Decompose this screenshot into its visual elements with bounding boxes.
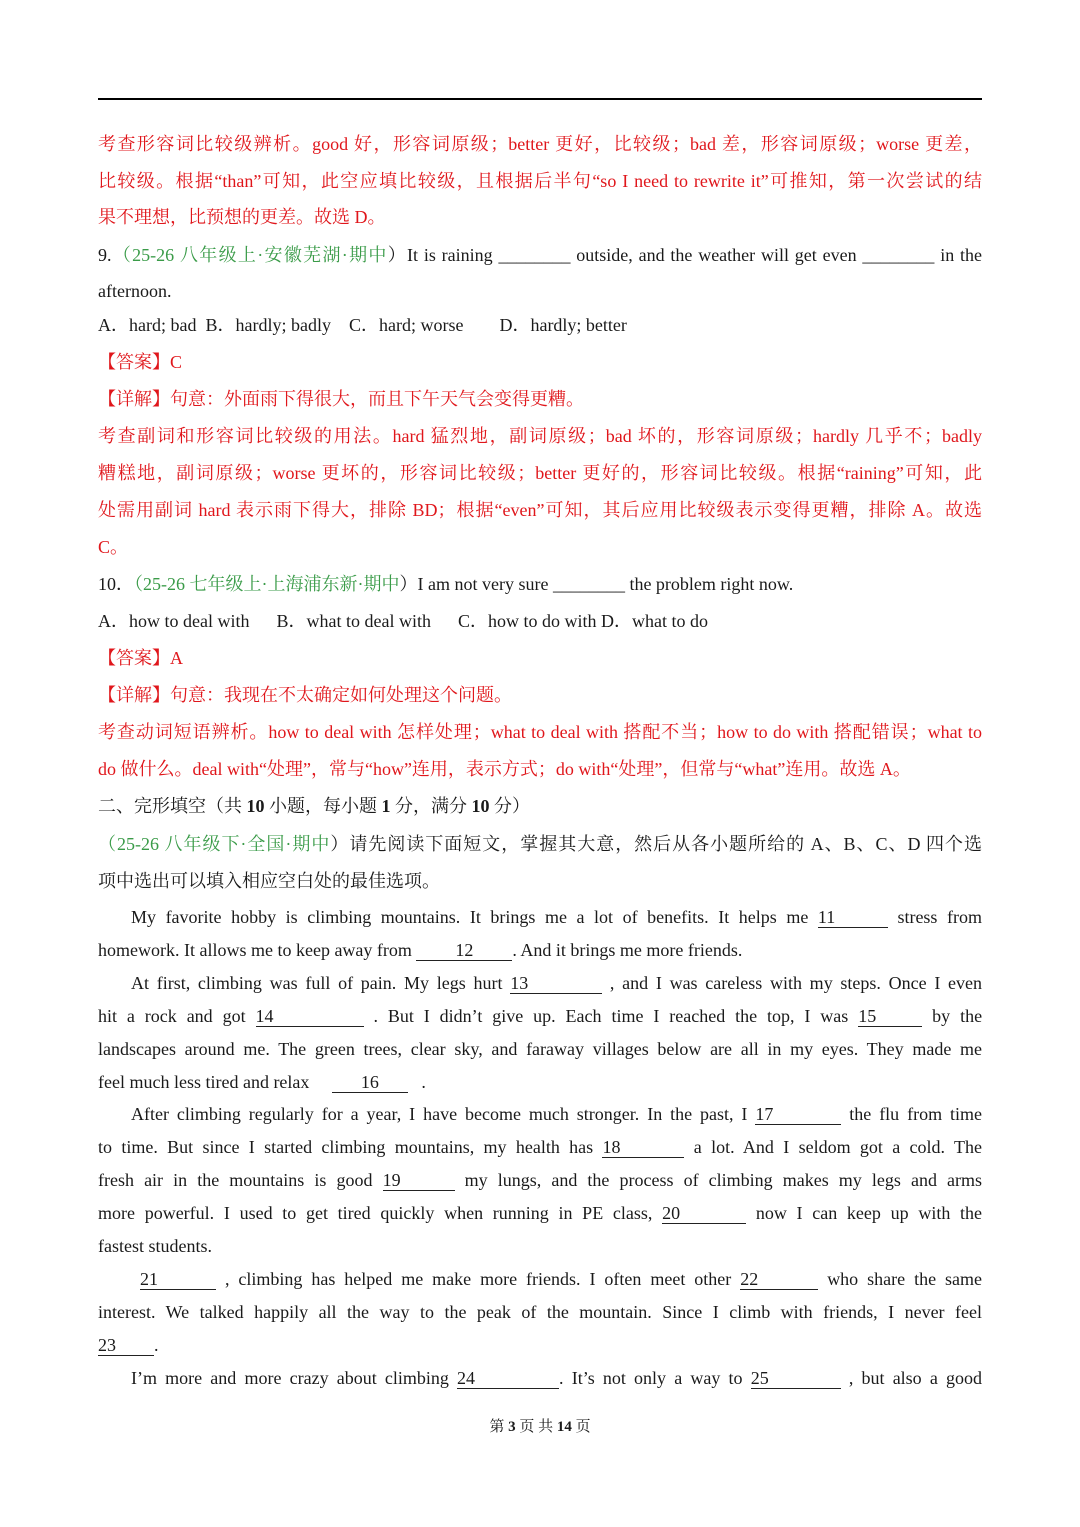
blank-24: 24 <box>457 1368 559 1389</box>
q10-options <box>98 609 982 633</box>
q10-explanation-line-2: do 做什么。deal with“处理”，常与“how”连用，表示方式；do with“处理”，但常与“what”连用。故选 A。 <box>98 759 911 779</box>
blank-21: 21 <box>140 1269 216 1290</box>
blank-19: 19 <box>383 1170 455 1191</box>
passage-text: to time. But since I started climbing mountains, my health has <box>98 1137 594 1157</box>
passage-line-13: interest. We talked happily all the way to the peak of the mountain. Since I climb with friends, I never feel <box>98 1302 982 1322</box>
q9-explanation-line-2: 糟糕地，副词原级；worse 更坏的，形容词比较级；better 更好的，形容词比较级。根据“raining”可知，此 <box>98 463 982 483</box>
passage-line-5: landscapes around me. The green trees, clear sky, and faraway villages below are all in my eyes. They made me <box>98 1039 982 1059</box>
passage-line-14 <box>98 1333 982 1357</box>
passage-text: . <box>154 1335 159 1355</box>
passage-text: fresh air in the mountains is good <box>98 1170 373 1190</box>
section-score-each: 1 <box>381 796 391 816</box>
passage-text: homework. It allows me to keep away from <box>98 940 412 960</box>
section-heading-g: 分） <box>489 796 530 816</box>
q9-number: 9. <box>98 245 112 265</box>
prev-explanation-line-3: 果不理想，比预想的更差。故选 D。 <box>98 207 386 227</box>
passage-text: my lungs, and the process of climbing makes my legs and arms <box>464 1170 983 1190</box>
passage-text: I’m more and more crazy about climbing <box>131 1368 449 1388</box>
q10-answer: 【答案】A <box>98 648 183 668</box>
q10-source: （25-26 七年级上·上海浦东新·期中 <box>134 574 400 594</box>
footer-text: 页 <box>571 1419 591 1435</box>
cloze-intro-line-1 <box>98 832 982 856</box>
q10-option-a: A．how to deal with <box>98 611 250 631</box>
q10-number: 10． <box>98 574 134 594</box>
q10-stem-text: I am not very sure ________ the problem right now. <box>417 574 794 594</box>
section-heading-e: 分，满分 <box>390 796 472 816</box>
blank-13: 13 <box>510 973 602 994</box>
passage-line-3 <box>98 971 982 995</box>
passage-text: . But I didn’t give up. Each time I reached the top, I was <box>373 1006 849 1026</box>
q10-option-c: C．how to do with <box>457 611 597 631</box>
passage-text: who share the same <box>827 1269 982 1289</box>
q9-option-d: D．hardly; better <box>499 315 627 335</box>
passage-text: , but also a good <box>848 1368 982 1388</box>
blank-12: 12 <box>416 940 512 961</box>
q10-option-d: D．what to do <box>600 611 708 631</box>
footer-text: 第 <box>489 1419 509 1435</box>
q9-explanation-line-1: 考查副词和形容词比较级的用法。hard 猛烈地，副词原级；bad 坏的，形容词原级；hardly 几乎不；badly <box>98 426 982 446</box>
q9-source: （25-26 八年级上·安徽芜湖·期中 <box>111 245 388 265</box>
passage-line-15 <box>98 1366 982 1390</box>
cloze-intro-line-2: 项中选出可以填入相应空白处的最佳选项。 <box>98 871 440 891</box>
passage-line-6 <box>98 1070 982 1094</box>
passage-text: by the <box>932 1006 983 1026</box>
prev-explanation-line-1: 考查形容词比较级辨析。good 好，形容词原级；better 更好，比较级；bad 差，形容词原级；worse 更差， <box>98 134 982 154</box>
passage-text: now I can keep up with the <box>755 1203 983 1223</box>
blank-23: 23 <box>98 1335 154 1356</box>
passage-line-10 <box>98 1201 982 1225</box>
blank-18: 18 <box>602 1137 684 1158</box>
q10-explanation-line-1: 考查动词短语辨析。how to deal with 怎样处理；what to deal with 搭配不当；how to do with 搭配错误；what to <box>98 722 982 742</box>
passage-text: At first, climbing was full of pain. My legs hurt <box>131 973 503 993</box>
q9-stem: It is raining ________ outside, and the weather will get even ________ in the <box>407 245 983 265</box>
page-footer <box>0 1417 1080 1437</box>
blank-16: 16 <box>332 1072 408 1093</box>
q10-stem <box>98 572 982 596</box>
q9-paren: ） <box>387 245 408 265</box>
blank-14: 14 <box>256 1006 364 1027</box>
section-heading-c: 小题，每小题 <box>264 796 382 816</box>
passage-line-7 <box>98 1102 982 1126</box>
passage-text: . And it brings me more friends. <box>512 940 743 960</box>
header-rule <box>98 98 982 100</box>
passage-line-12 <box>98 1267 982 1291</box>
passage-line-2 <box>98 938 982 962</box>
section-heading-a: 二、完形填空（共 <box>98 796 247 816</box>
q9-stem-line-1 <box>98 243 982 267</box>
passage-line-1 <box>98 905 982 929</box>
blank-17: 17 <box>755 1104 841 1125</box>
q10-option-b: B．what to deal with <box>276 611 431 631</box>
q9-explanation-line-3: 处需用副词 hard 表示雨下得大，排除 BD；根据“even”可知，其后应用比较级表示变得更糟，排除 A。故选 <box>98 500 982 520</box>
passage-line-11: fastest students. <box>98 1236 212 1256</box>
blank-15: 15 <box>858 1006 922 1027</box>
q9-explanation-line-4: C。 <box>98 537 129 557</box>
q9-option-a: A．hard; bad <box>98 315 197 335</box>
q9-detail: 【详解】句意：外面雨下得很大，而且下午天气会变得更糟。 <box>98 389 584 409</box>
passage-text: hit a rock and got <box>98 1006 246 1026</box>
cloze-source: （25-26 八年级下·全国·期中 <box>98 834 331 854</box>
q9-stem-line-2: afternoon. <box>98 281 172 301</box>
passage-text: feel much less tired and relax <box>98 1072 310 1092</box>
passage-text: , climbing has helped me make more friends. I often meet other <box>224 1269 732 1289</box>
footer-text: 页 共 <box>515 1419 557 1435</box>
prev-explanation-line-2: 比较级。根据“than”可知，此空应填比较级，且根据后半句“so I need to rewrite it”可推知，第一次尝试的结 <box>98 171 982 191</box>
section-count: 10 <box>246 796 265 816</box>
footer-total-pages: 14 <box>556 1419 572 1435</box>
q9-answer: 【答案】C <box>98 352 183 372</box>
q9-option-b: B．hardly; badly <box>205 315 331 335</box>
passage-text: , and I was careless with my steps. Once I even <box>609 973 983 993</box>
q10-paren: ） <box>399 574 418 594</box>
blank-22: 22 <box>740 1269 818 1290</box>
blank-25: 25 <box>751 1368 841 1389</box>
footer-page-number: 3 <box>508 1419 516 1435</box>
passage-line-8 <box>98 1135 982 1159</box>
passage-text: a lot. And I seldom got a cold. The <box>693 1137 982 1157</box>
passage-text: stress from <box>897 907 982 927</box>
q10-detail: 【详解】句意：我现在不太确定如何处理这个问题。 <box>98 685 512 705</box>
blank-11: 11 <box>818 907 888 928</box>
passage-line-4 <box>98 1004 982 1028</box>
passage-line-9 <box>98 1168 982 1192</box>
q9-option-c: C．hard; worse <box>348 315 464 335</box>
passage-text: After climbing regularly for a year, I have become much stronger. In the past, I <box>131 1104 748 1124</box>
passage-text: My favorite hobby is climbing mountains. It brings me a lot of benefits. It helps me <box>131 907 809 927</box>
passage-text: . <box>421 1072 426 1092</box>
cloze-intro-text: ）请先阅读下面短文，掌握其大意，然后从各小题所给的 A、B、C、D 四个选 <box>330 834 982 854</box>
blank-20: 20 <box>662 1203 746 1224</box>
passage-text: . It’s not only a way to <box>559 1368 743 1388</box>
passage-text: more powerful. I used to get tired quickly when running in PE class, <box>98 1203 653 1223</box>
q9-options <box>98 313 982 337</box>
section-total: 10 <box>471 796 490 816</box>
section-heading <box>98 794 982 818</box>
passage-text: the flu from time <box>849 1104 983 1124</box>
